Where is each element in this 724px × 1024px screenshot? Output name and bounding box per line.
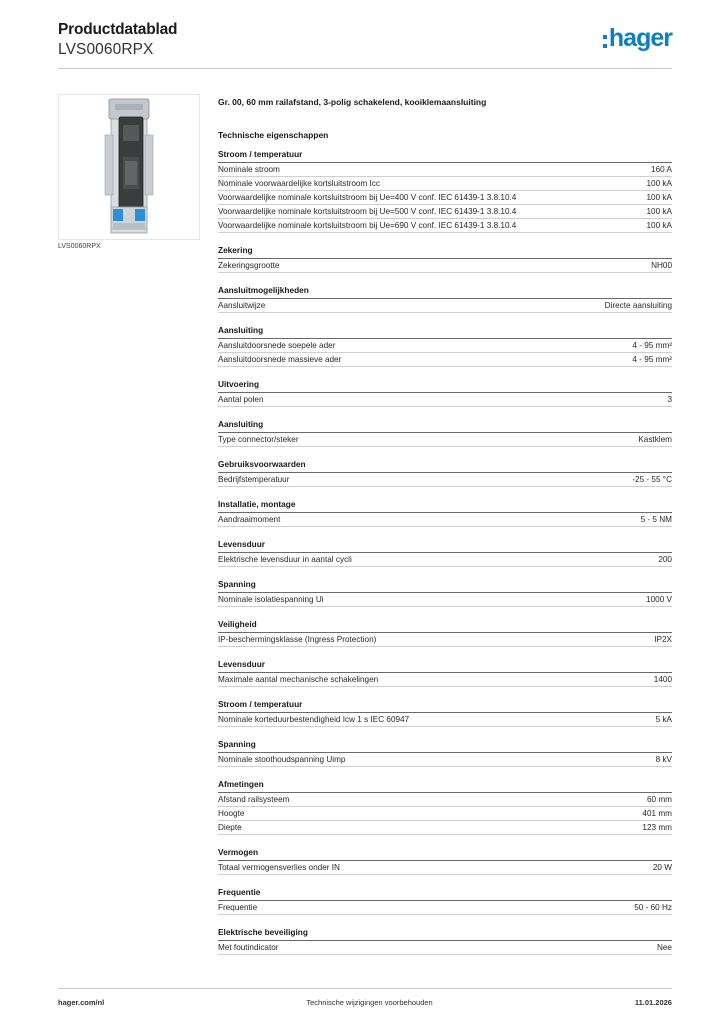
spec-row — [218, 191, 672, 205]
spec-value: 3 — [667, 395, 672, 404]
spec-label: Nominale korteduurbestendigheid Icw 1 s IEC 60947 — [218, 715, 410, 724]
header-divider — [58, 68, 672, 69]
spec-row — [218, 433, 672, 447]
spec-label: Voorwaardelijke nominale kortsluitstroom bij Ue=400 V conf. IEC 61439-1 3.8.10.4 — [218, 193, 517, 202]
spec-group — [218, 927, 672, 955]
spec-label: Aansluitdoorsnede soepele ader — [218, 341, 336, 350]
spec-group-title: Stroom / temperatuur — [218, 149, 672, 163]
hager-logo — [603, 24, 672, 52]
spec-value: 1000 V — [646, 595, 672, 604]
spec-group-title: Afmetingen — [218, 779, 672, 793]
spec-value: 1400 — [653, 675, 672, 684]
logo-text: hager — [608, 24, 672, 52]
document-header — [58, 20, 177, 60]
spec-group — [218, 739, 672, 767]
spec-label: Type connector/steker — [218, 435, 299, 444]
spec-label: Diepte — [218, 823, 242, 832]
spec-value: Directe aansluiting — [604, 301, 672, 310]
spec-label: Frequentie — [218, 903, 258, 912]
spec-row — [218, 861, 672, 875]
spec-group-title: Zekering — [218, 245, 672, 259]
spec-groups — [218, 149, 672, 955]
spec-group — [218, 245, 672, 273]
spec-group — [218, 285, 672, 313]
spec-value: 50 - 60 Hz — [634, 903, 672, 912]
spec-row — [218, 473, 672, 487]
spec-label: Met foutindicator — [218, 943, 279, 952]
image-caption: LVS0060RPX — [58, 243, 101, 250]
spec-label: Hoogte — [218, 809, 245, 818]
spec-group-title: Spanning — [218, 739, 672, 753]
spec-group — [218, 779, 672, 835]
spec-label: Voorwaardelijke nominale kortsluitstroom bij Ue=690 V conf. IEC 61439-1 3.8.10.4 — [218, 221, 517, 230]
spec-row — [218, 205, 672, 219]
spec-label: Nominale stoothoudspanning Uimp — [218, 755, 346, 764]
spec-group — [218, 579, 672, 607]
spec-label: Aansluitdoorsnede massieve ader — [218, 355, 342, 364]
spec-value: 160 A — [651, 165, 672, 174]
spec-row — [218, 353, 672, 367]
spec-row — [218, 177, 672, 191]
spec-group — [218, 847, 672, 875]
spec-group-title: Elektrische beveiliging — [218, 927, 672, 941]
spec-value: 123 mm — [642, 823, 672, 832]
spec-group-title: Frequentie — [218, 887, 672, 901]
spec-row — [218, 339, 672, 353]
spec-group — [218, 699, 672, 727]
spec-content — [218, 96, 672, 967]
spec-group — [218, 539, 672, 567]
spec-row — [218, 393, 672, 407]
spec-row — [218, 259, 672, 273]
product-image — [58, 94, 200, 240]
spec-value: IP2X — [654, 635, 672, 644]
spec-label: Bedrijfstemperatuur — [218, 475, 290, 484]
spec-row — [218, 821, 672, 835]
spec-label: IP-beschermingsklasse (Ingress Protection) — [218, 635, 377, 644]
product-code: LVS0060RPX — [58, 41, 154, 58]
spec-value: 100 kA — [646, 221, 672, 230]
spec-group — [218, 499, 672, 527]
spec-value: 5 - 5 NM — [640, 515, 672, 524]
spec-label: Nominale voorwaardelijke kortsluitstroom Icc — [218, 179, 380, 188]
spec-group — [218, 887, 672, 915]
spec-label: Nominale stroom — [218, 165, 280, 174]
spec-value: Nee — [656, 943, 672, 952]
spec-group-title: Aansluiting — [218, 325, 672, 339]
spec-row — [218, 633, 672, 647]
spec-group — [218, 419, 672, 447]
product-description: Gr. 00, 60 mm railafstand, 3-polig schakelend, kooiklemaansluiting — [218, 97, 487, 107]
spec-value: 4 - 95 mm² — [632, 355, 672, 364]
spec-group — [218, 459, 672, 487]
spec-value: 8 kV — [655, 755, 672, 764]
spec-row — [218, 163, 672, 177]
spec-row — [218, 793, 672, 807]
spec-group-title: Vermogen — [218, 847, 672, 861]
spec-row — [218, 299, 672, 313]
spec-value: 100 kA — [646, 179, 672, 188]
spec-label: Aansluitwijze — [218, 301, 266, 310]
spec-value: 4 - 95 mm² — [632, 341, 672, 350]
spec-row — [218, 753, 672, 767]
spec-group-title: Levensduur — [218, 539, 672, 553]
spec-group — [218, 149, 672, 233]
spec-value: 20 W — [652, 863, 672, 872]
spec-value: 60 mm — [646, 795, 672, 804]
spec-label: Afstand railsysteem — [218, 795, 290, 804]
footer-note: Technische wijzigingen voorbehouden — [306, 998, 433, 1007]
spec-group-title: Installatie, montage — [218, 499, 672, 513]
spec-group — [218, 619, 672, 647]
spec-row — [218, 553, 672, 567]
spec-row — [218, 807, 672, 821]
spec-label: Nominale isolatiespanning Ui — [218, 595, 324, 604]
footer-divider — [58, 988, 672, 989]
spec-group-title: Aansluiting — [218, 419, 672, 433]
spec-value: 200 — [658, 555, 672, 564]
spec-value: 401 mm — [642, 809, 672, 818]
fuse-switch-disconnector-icon — [59, 95, 199, 239]
footer-date: 11.01.2026 — [634, 998, 672, 1007]
spec-group-title: Uitvoering — [218, 379, 672, 393]
spec-value: NH00 — [651, 261, 672, 270]
spec-value: 100 kA — [646, 207, 672, 216]
spec-value: Kastklem — [638, 435, 672, 444]
spec-label: Voorwaardelijke nominale kortsluitstroom bij Ue=500 V conf. IEC 61439-1 3.8.10.4 — [218, 207, 517, 216]
spec-group — [218, 379, 672, 407]
spec-row — [218, 941, 672, 955]
spec-group — [218, 659, 672, 687]
spec-group-title: Levensduur — [218, 659, 672, 673]
section-heading: Technische eigenschappen — [218, 130, 329, 140]
spec-group-title: Spanning — [218, 579, 672, 593]
spec-row — [218, 593, 672, 607]
spec-row — [218, 673, 672, 687]
spec-group — [218, 325, 672, 367]
spec-row — [218, 713, 672, 727]
spec-label: Aandraaimoment — [218, 515, 281, 524]
page-title: Productdatablad — [58, 21, 178, 38]
logo-dots-icon — [603, 35, 607, 48]
spec-group-title: Stroom / temperatuur — [218, 699, 672, 713]
spec-value: -25 - 55 °C — [632, 475, 672, 484]
spec-value: 100 kA — [646, 193, 672, 202]
footer-site-link[interactable]: hager.com/nl — [58, 998, 105, 1007]
spec-value: 5 kA — [655, 715, 672, 724]
spec-row — [218, 901, 672, 915]
spec-label: Aantal polen — [218, 395, 264, 404]
spec-row — [218, 513, 672, 527]
spec-row — [218, 219, 672, 233]
spec-label: Zekeringsgrootte — [218, 261, 280, 270]
spec-label: Elektrische levensduur in aantal cycli — [218, 555, 352, 564]
spec-group-title: Veiligheid — [218, 619, 672, 633]
spec-label: Maximale aantal mechanische schakelingen — [218, 675, 379, 684]
spec-group-title: Gebruiksvoorwaarden — [218, 459, 672, 473]
spec-group-title: Aansluitmogelijkheden — [218, 285, 672, 299]
spec-label: Totaal vermogensverlies onder IN — [218, 863, 340, 872]
page-footer — [58, 998, 672, 1007]
